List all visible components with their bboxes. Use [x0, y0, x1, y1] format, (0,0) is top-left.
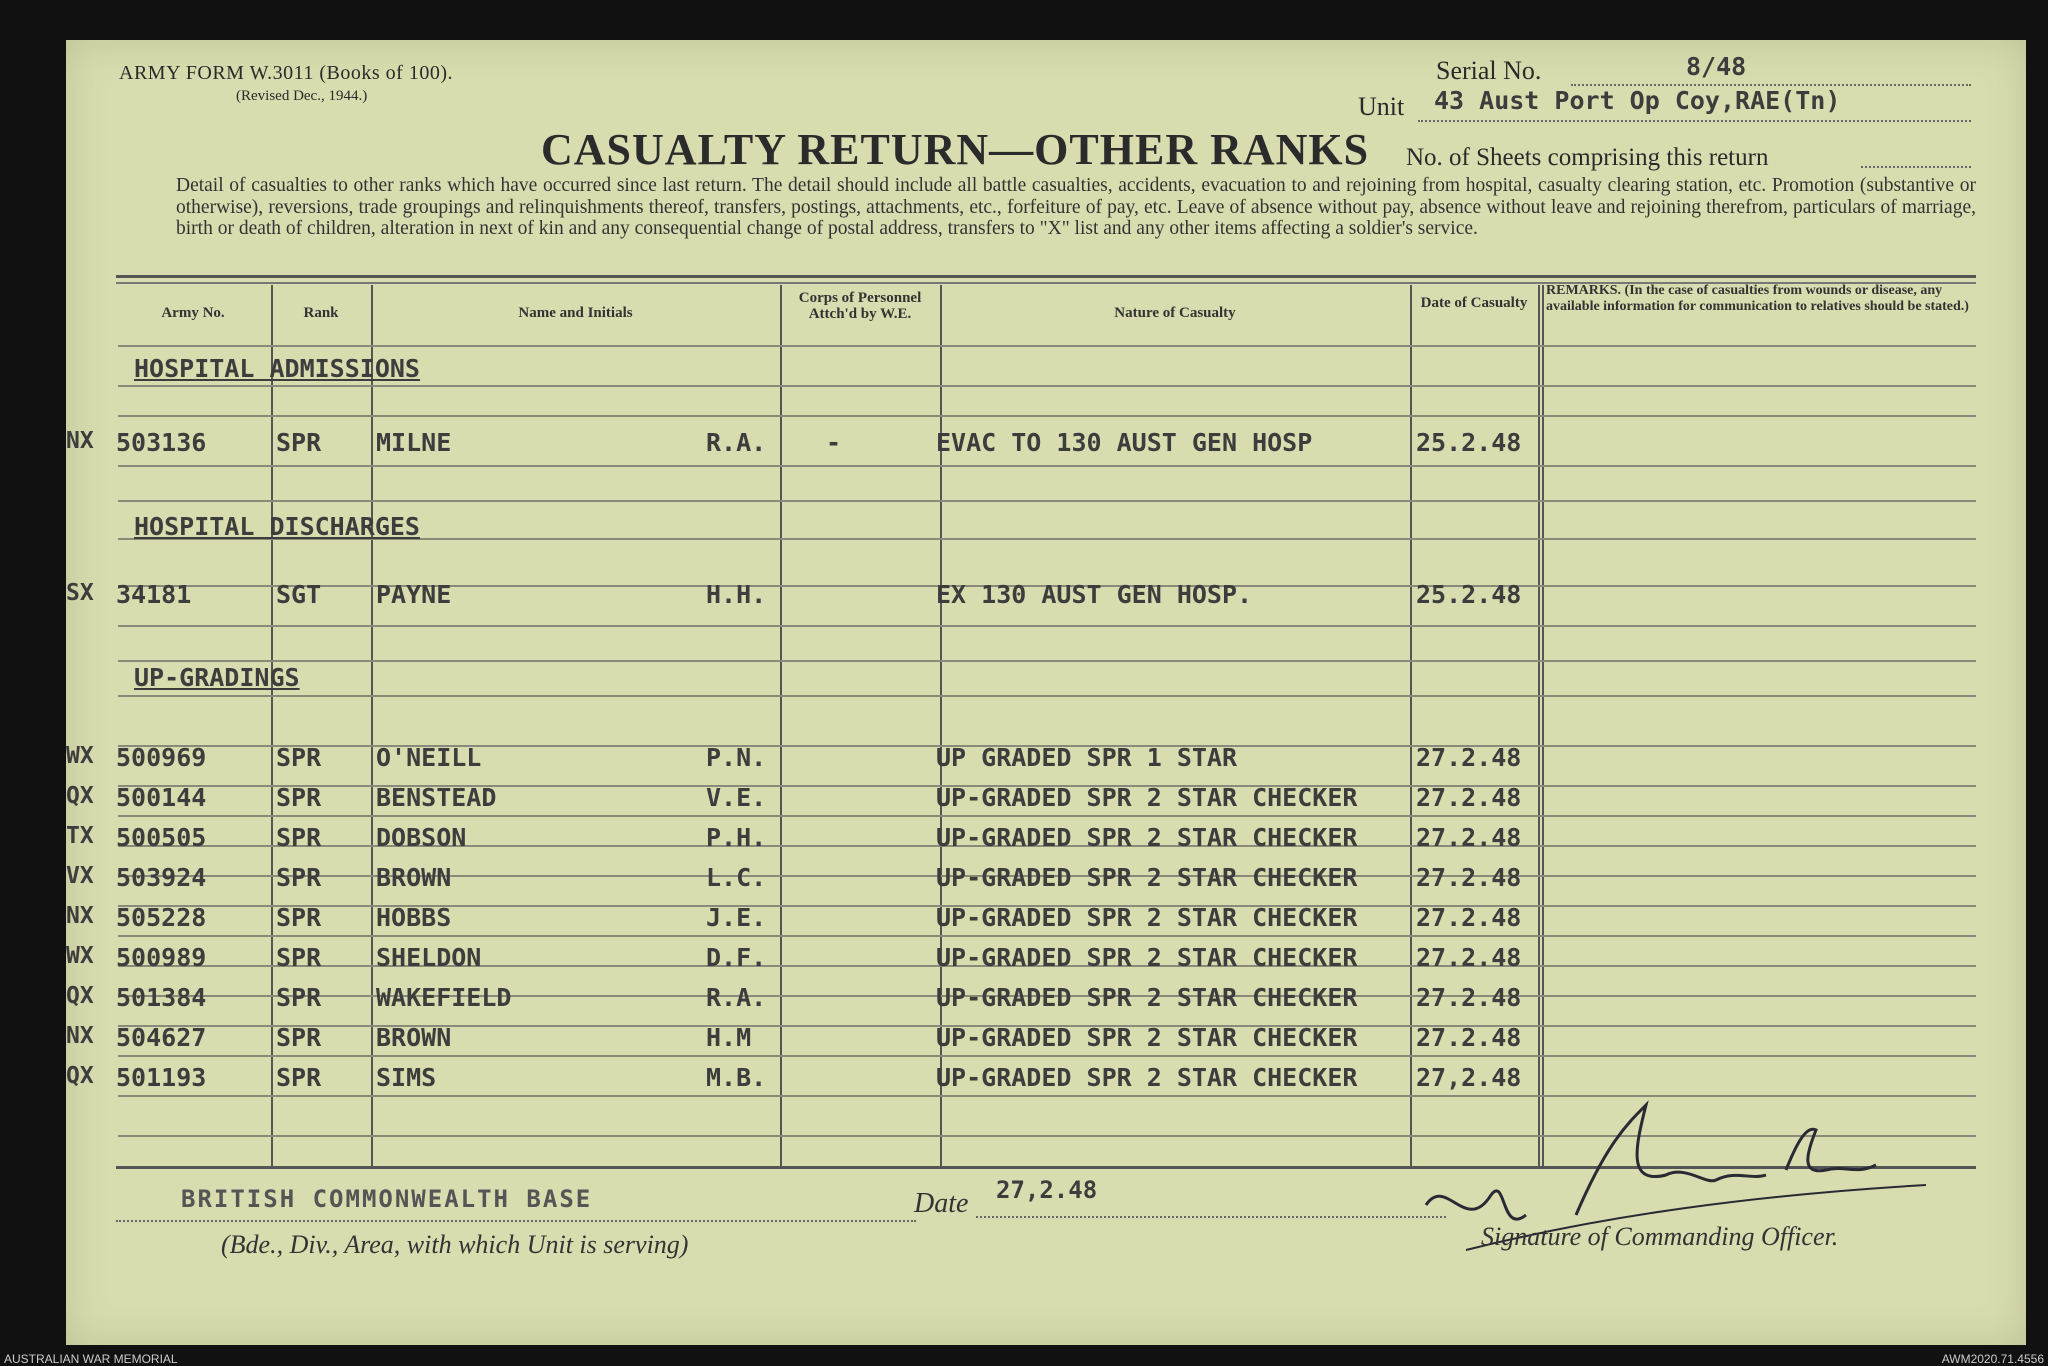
col-divider-2	[371, 285, 373, 1167]
army-no: 501384	[116, 983, 207, 1012]
nature-of-casualty: UP-GRADED SPR 2 STAR CHECKER	[936, 943, 1358, 972]
army-no-prefix: WX	[66, 743, 94, 769]
credit-left: AUSTRALIAN WAR MEMORIAL	[4, 1352, 178, 1366]
surname: SHELDON	[376, 943, 482, 972]
date-of-casualty: 27.2.48	[1416, 903, 1522, 932]
ruled-line	[118, 500, 1976, 502]
date-of-casualty: 27.2.48	[1416, 863, 1522, 892]
army-no: 503136	[116, 428, 207, 457]
col-header-corps: Corps of Personnel Attch'd by W.E.	[798, 290, 922, 322]
nature-of-casualty: UP-GRADED SPR 2 STAR CHECKER	[936, 903, 1358, 932]
credit-right: AWM2020.71.4556	[1941, 1352, 2044, 1366]
ruled-line	[118, 935, 1976, 937]
date-of-casualty: 27.2.48	[1416, 743, 1522, 772]
nature-of-casualty: UP-GRADED SPR 2 STAR CHECKER	[936, 863, 1358, 892]
col-header-army-no: Army No.	[161, 305, 225, 321]
date-of-casualty: 25.2.48	[1416, 428, 1522, 457]
section-hospital-discharges: HOSPITAL DISCHARGES	[134, 512, 420, 541]
col-divider-1	[271, 285, 273, 1167]
initials: V.E.	[706, 783, 767, 812]
col-divider-3	[780, 285, 782, 1167]
ruled-line	[118, 660, 1976, 662]
army-no-prefix: SX	[66, 580, 94, 606]
form-sheet	[66, 40, 2026, 1345]
date-of-casualty: 27.2.48	[1416, 983, 1522, 1012]
surname: SIMS	[376, 1063, 437, 1092]
formation-label: (Bde., Div., Area, with which Unit is serving)	[221, 1230, 689, 1259]
rank: SPR	[276, 823, 322, 852]
date-label: Date	[914, 1188, 969, 1219]
initials: P.H.	[706, 823, 767, 852]
col-divider-6b	[1542, 285, 1544, 1167]
date-of-casualty: 27,2.48	[1416, 1063, 1522, 1092]
col-header-nature: Nature of Casualty	[1114, 305, 1236, 321]
date-value: 27,2.48	[996, 1176, 1098, 1204]
section-up-gradings: UP-GRADINGS	[134, 663, 300, 692]
date-of-casualty: 27.2.48	[1416, 943, 1522, 972]
army-no: 505228	[116, 903, 207, 932]
army-no: 504627	[116, 1023, 207, 1052]
rank: SPR	[276, 1063, 322, 1092]
rank: SPR	[276, 428, 322, 457]
signature-label: Signature of Commanding Officer.	[1481, 1222, 1839, 1251]
serial-value: 8/48	[1686, 52, 1747, 81]
col-header-name: Name and Initials	[518, 305, 633, 321]
unit-value: 43 Aust Port Op Coy,RAE(Tn)	[1434, 86, 1841, 115]
nature-of-casualty: UP-GRADED SPR 2 STAR CHECKER	[936, 983, 1358, 1012]
unit-line	[1418, 120, 1971, 122]
nature-of-casualty: UP GRADED SPR 1 STAR	[936, 743, 1238, 772]
rank: SGT	[276, 580, 322, 609]
initials: J.E.	[706, 903, 767, 932]
initials: D.F.	[706, 943, 767, 972]
nature-of-casualty: UP-GRADED SPR 2 STAR CHECKER	[936, 783, 1358, 812]
initials: P.N.	[706, 743, 767, 772]
date-of-casualty: 27.2.48	[1416, 823, 1522, 852]
unit-label: Unit	[1358, 92, 1405, 121]
army-no: 500505	[116, 823, 207, 852]
initials: M.B.	[706, 1063, 767, 1092]
army-no-prefix: TX	[66, 823, 94, 849]
corps: -	[826, 428, 842, 457]
initials: R.A.	[706, 983, 767, 1012]
surname: MILNE	[376, 428, 452, 457]
rank: SPR	[276, 983, 322, 1012]
surname: PAYNE	[376, 580, 452, 609]
form-revised: (Revised Dec., 1944.)	[236, 88, 368, 104]
ruled-line	[118, 625, 1976, 627]
formation-line	[116, 1220, 916, 1222]
army-no: 503924	[116, 863, 207, 892]
surname: HOBBS	[376, 903, 452, 932]
col-divider-5	[1410, 285, 1412, 1167]
date-of-casualty: 25.2.48	[1416, 580, 1522, 609]
army-no-prefix: QX	[66, 1063, 94, 1089]
nature-of-casualty: UP-GRADED SPR 2 STAR CHECKER	[936, 1023, 1358, 1052]
serial-label: Serial No.	[1436, 56, 1542, 85]
ruled-line	[118, 415, 1976, 417]
nature-of-casualty: UP-GRADED SPR 2 STAR CHECKER	[936, 823, 1358, 852]
col-divider-6	[1538, 285, 1540, 1167]
nature-of-casualty: EX 130 AUST GEN HOSP.	[936, 580, 1253, 609]
date-line	[976, 1216, 1446, 1218]
army-no: 501193	[116, 1063, 207, 1092]
nature-of-casualty: UP-GRADED SPR 2 STAR CHECKER	[936, 1063, 1358, 1092]
initials: R.A.	[706, 428, 767, 457]
rank: SPR	[276, 903, 322, 932]
army-no-prefix: NX	[66, 428, 94, 454]
army-no-prefix: QX	[66, 783, 94, 809]
surname: BROWN	[376, 863, 452, 892]
ruled-line	[118, 1055, 1976, 1057]
rank: SPR	[276, 783, 322, 812]
army-no: 500989	[116, 943, 207, 972]
initials: L.C.	[706, 863, 767, 892]
surname: BROWN	[376, 1023, 452, 1052]
surname: DOBSON	[376, 823, 467, 852]
surname: BENSTEAD	[376, 783, 497, 812]
surname: O'NEILL	[376, 743, 482, 772]
date-of-casualty: 27.2.48	[1416, 783, 1522, 812]
rank: SPR	[276, 743, 322, 772]
date-of-casualty: 27.2.48	[1416, 1023, 1522, 1052]
sheets-line	[1861, 166, 1971, 168]
army-no: 500969	[116, 743, 207, 772]
army-no-prefix: NX	[66, 1023, 94, 1049]
form-title: CASUALTY RETURN—OTHER RANKS	[541, 125, 1370, 174]
army-no-prefix: QX	[66, 983, 94, 1009]
rank: SPR	[276, 1023, 322, 1052]
sheets-label: No. of Sheets comprising this return	[1406, 144, 1769, 171]
nature-of-casualty: EVAC TO 130 AUST GEN HOSP	[936, 428, 1313, 457]
army-no-prefix: VX	[66, 863, 94, 889]
ruled-line	[118, 385, 1976, 387]
col-header-remarks: REMARKS. (In the case of casualties from wounds or disease, any available information for communication to relatives should be stated.)	[1546, 283, 1969, 314]
initials: H.H.	[706, 580, 767, 609]
army-no: 500144	[116, 783, 207, 812]
rank: SPR	[276, 863, 322, 892]
surname: WAKEFIELD	[376, 983, 512, 1012]
formation-value: BRITISH COMMONWEALTH BASE	[181, 1185, 593, 1213]
col-header-rank: Rank	[303, 305, 339, 321]
army-no-prefix: NX	[66, 903, 94, 929]
ruled-line	[118, 465, 1976, 467]
army-no-prefix: WX	[66, 943, 94, 969]
section-hospital-admissions: HOSPITAL ADMISSIONS	[134, 354, 420, 383]
form-code: ARMY FORM W.3011 (Books of 100).	[119, 62, 453, 84]
ruled-line	[118, 345, 1976, 347]
instructions-paragraph: Detail of casualties to other ranks which have occurred since last return. The detail should include all battle casualties, accidents, evacuation to and rejoining from hospital, casualty clearing station, etc. Promotion (substantive or otherwise), reversions, trade groupings and relinquishments thereof, transfers, postings, attachments, etc., forfeiture of pay, etc. Leave of absence without pay, absence without leave and rejoining therefrom, particulars of marriage, birth or death of children, alteration in next of kin and any consequential change of postal address, transfers to "X" list and any other items affecting a soldier's service.	[176, 175, 1976, 239]
initials: H.M	[706, 1023, 752, 1052]
ruled-line	[118, 815, 1976, 817]
table-top-rule	[116, 275, 1976, 278]
ruled-line	[118, 695, 1976, 697]
col-header-date: Date of Casualty	[1420, 295, 1528, 311]
rank: SPR	[276, 943, 322, 972]
army-no: 34181	[116, 580, 192, 609]
